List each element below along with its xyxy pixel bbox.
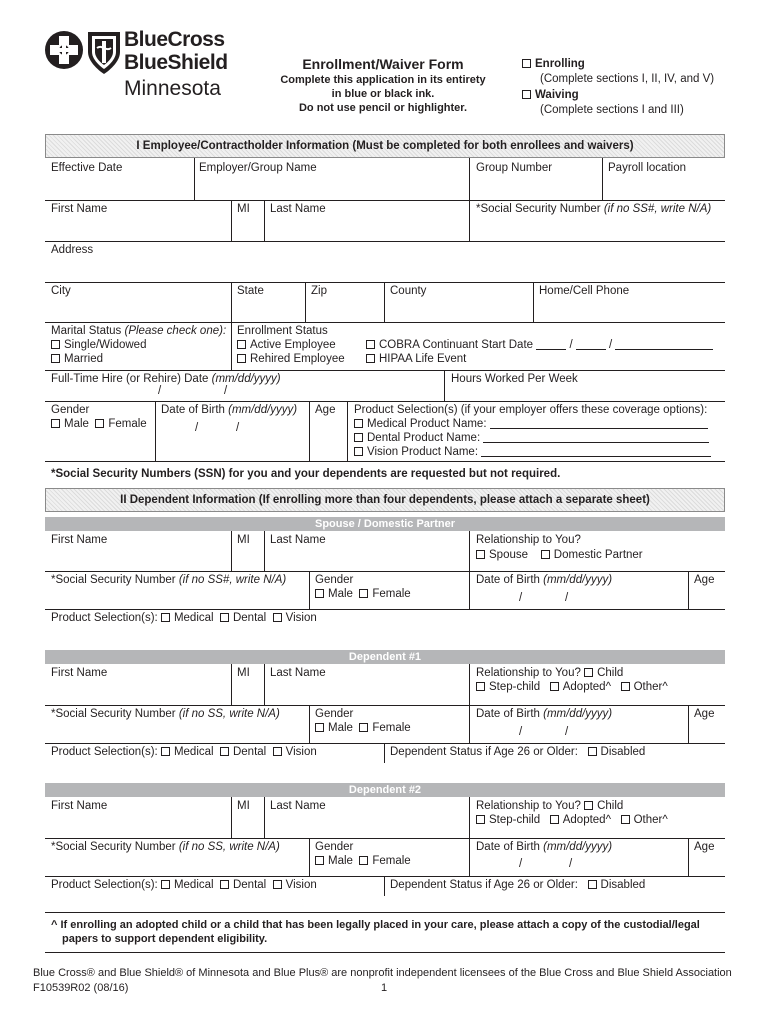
page-number: 1 [381,982,388,994]
vision-product-field[interactable]: Vision Product Name: [354,445,711,459]
spouse-first-name-label: First Name [51,534,108,546]
blue-cross-icon [45,31,83,69]
checkbox-icon [95,419,104,428]
rehired-employee-option[interactable]: Rehired Employee [237,352,345,366]
checkbox-icon [237,354,246,363]
adoption-note-line-1: ^ If enrolling an adopted child or a child that has been legally placed in your care, please attach a copy of the custodial/legal [51,919,700,931]
checkbox-icon [161,613,170,622]
dep2-first-name-label: First Name [51,800,108,812]
checkbox-icon [522,59,531,68]
phone-label: Home/Cell Phone [539,285,630,297]
active-employee-option[interactable]: Active Employee [237,338,336,352]
checkbox-icon [359,723,368,732]
checkbox-icon [621,682,630,691]
waiving-option[interactable]: Waiving [522,89,579,101]
married-option[interactable]: Married [51,352,103,366]
cobra-option[interactable]: COBRA Continuant Start Date / / [366,338,713,352]
checkbox-icon [541,550,550,559]
spouse-gender-label: Gender [315,574,354,586]
checkbox-icon [161,747,170,756]
dep1-relationship-label[interactable]: Relationship to You? Child [476,667,624,679]
checkbox-icon [51,340,60,349]
hipaa-option[interactable]: HIPAA Life Event [366,352,466,366]
checkbox-icon [220,613,229,622]
ssn-label: *Social Security Number (if no SS#, write N/A) [476,203,712,215]
dep1-product-selection[interactable]: Product Selection(s): Medical Dental Vision [51,746,317,758]
checkbox-icon [273,880,282,889]
first-name-label: First Name [51,203,108,215]
enrolling-note: (Complete sections I, II, IV, and V) [540,73,715,85]
gender-options[interactable]: Male Female [51,417,147,431]
checkbox-icon [522,90,531,99]
checkbox-icon [354,447,363,456]
single-option[interactable]: Single/Widowed [51,338,146,352]
payroll-location-label: Payroll location [608,162,686,174]
licensee-note: Blue Cross® and Blue Shield® of Minnesota and Blue Plus® are nonprofit independent licensees of the Blue Cross and Blue Shield Association [33,967,732,979]
spouse-heading: Spouse / Domestic Partner [45,517,725,531]
dep2-dob-label: Date of Birth (mm/dd/yyyy) [476,841,613,853]
ssn-note: *Social Security Numbers (SSN) for you and your dependents are requested but not required. [51,468,561,480]
form-title: Enrollment/Waiver Form [302,56,464,72]
brand-line-2: BlueShield [124,51,228,74]
spouse-ssn-label: *Social Security Number (if no SS#, write N/A) [51,574,287,586]
form-id: F10539R02 (08/16) [33,982,129,994]
spouse-age-label: Age [694,574,715,586]
age-label: Age [315,404,336,416]
dep2-gender-options[interactable]: Male Female [315,854,411,868]
checkbox-icon [366,340,375,349]
brand-line-1: BlueCross [124,28,225,51]
checkbox-icon [161,880,170,889]
checkbox-icon [359,856,368,865]
county-label: County [390,285,427,297]
employer-name-label: Employer/Group Name [199,162,317,174]
checkbox-icon [273,747,282,756]
checkbox-icon [366,354,375,363]
gender-label: Gender [51,404,90,416]
dep1-dob-label: Date of Birth (mm/dd/yyyy) [476,708,613,720]
brand-line-3: Minnesota [124,77,221,100]
checkbox-icon [550,682,559,691]
city-label: City [51,285,71,297]
checkbox-icon [51,354,60,363]
dep1-status[interactable]: Dependent Status if Age 26 or Older: Disabled [390,746,646,758]
hours-label: Hours Worked Per Week [451,373,578,385]
checkbox-icon [220,747,229,756]
checkbox-icon [584,668,593,677]
checkbox-icon [354,419,363,428]
effective-date-label: Effective Date [51,162,123,174]
enrollment-status-label: Enrollment Status [237,325,328,337]
checkbox-icon [354,433,363,442]
checkbox-icon [588,880,597,889]
dep2-gender-label: Gender [315,841,354,853]
checkbox-icon [550,815,559,824]
group-number-label: Group Number [476,162,553,174]
mi-label: MI [237,203,250,215]
checkbox-icon [476,550,485,559]
enrolling-option[interactable]: Enrolling [522,58,585,70]
dep2-age-label: Age [694,841,715,853]
dep1-ssn-label: *Social Security Number (if no SS, write N/A) [51,708,280,720]
dob-label: Date of Birth (mm/dd/yyyy) [161,404,298,416]
checkbox-icon [584,801,593,810]
medical-product-field[interactable]: Medical Product Name: [354,417,708,431]
spouse-relationship-label: Relationship to You? [476,534,581,546]
bcbs-logo [44,30,124,78]
checkbox-icon [315,856,324,865]
spouse-last-name-label: Last Name [270,534,326,546]
spouse-mi-label: MI [237,534,250,546]
checkbox-icon [359,589,368,598]
dep2-relationship-options[interactable]: Step-child Adopted^ Other^ [476,813,668,827]
checkbox-icon [588,747,597,756]
dep1-age-label: Age [694,708,715,720]
checkbox-icon [315,589,324,598]
checkbox-icon [220,880,229,889]
dep2-product-selection[interactable]: Product Selection(s): Medical Dental Vision [51,879,317,891]
spouse-product-selection[interactable]: Product Selection(s): Medical Dental Vision [51,612,317,624]
dependent-1-heading: Dependent #1 [45,650,725,664]
dep1-mi-label: MI [237,667,250,679]
checkbox-icon [621,815,630,824]
dep1-gender-options[interactable]: Male Female [315,721,411,735]
form-instructions: Complete this application in its entirety in blue or black ink. Do not use pencil or highlighter. [280,74,486,114]
dep2-mi-label: MI [237,800,250,812]
checkbox-icon [476,815,485,824]
dental-product-field[interactable]: Dental Product Name: [354,431,709,445]
product-selection-label: Product Selection(s) (if your employer offers these coverage options): [354,404,708,416]
checkbox-icon [273,613,282,622]
section-1-heading: I Employee/Contractholder Information (Must be completed for both enrollees and waivers) [45,134,725,158]
checkbox-icon [476,682,485,691]
marital-status-label: Marital Status (Please check one): [51,325,227,337]
spouse-gender-options[interactable]: Male Female [315,587,411,601]
address-label: Address [51,244,94,256]
spouse-relationship-options[interactable]: Spouse Domestic Partner [476,548,643,562]
dep2-status[interactable]: Dependent Status if Age 26 or Older: Disabled [390,879,646,891]
zip-label: Zip [311,285,327,297]
section-2-heading: II Dependent Information (If enrolling more than four dependents, please attach a separate sheet) [45,488,725,512]
dep2-ssn-label: *Social Security Number (if no SS, write N/A) [51,841,280,853]
dep1-relationship-options[interactable]: Step-child Adopted^ Other^ [476,680,668,694]
checkbox-icon [237,340,246,349]
dep1-gender-label: Gender [315,708,354,720]
spouse-dob-label: Date of Birth (mm/dd/yyyy) [476,574,613,586]
dependent-2-heading: Dependent #2 [45,783,725,797]
checkbox-icon [51,419,60,428]
checkbox-icon [315,723,324,732]
hire-date-label: Full-Time Hire (or Rehire) Date (mm/dd/yyyy) [51,373,281,385]
adoption-note-line-2: papers to support dependent eligibility. [62,933,268,945]
waiving-note: (Complete sections I and III) [540,104,684,116]
dep2-last-name-label: Last Name [270,800,326,812]
blue-shield-icon [88,32,120,74]
dep1-last-name-label: Last Name [270,667,326,679]
last-name-label: Last Name [270,203,326,215]
dep2-relationship-label[interactable]: Relationship to You? Child [476,800,624,812]
state-label: State [237,285,264,297]
dep1-first-name-label: First Name [51,667,108,679]
